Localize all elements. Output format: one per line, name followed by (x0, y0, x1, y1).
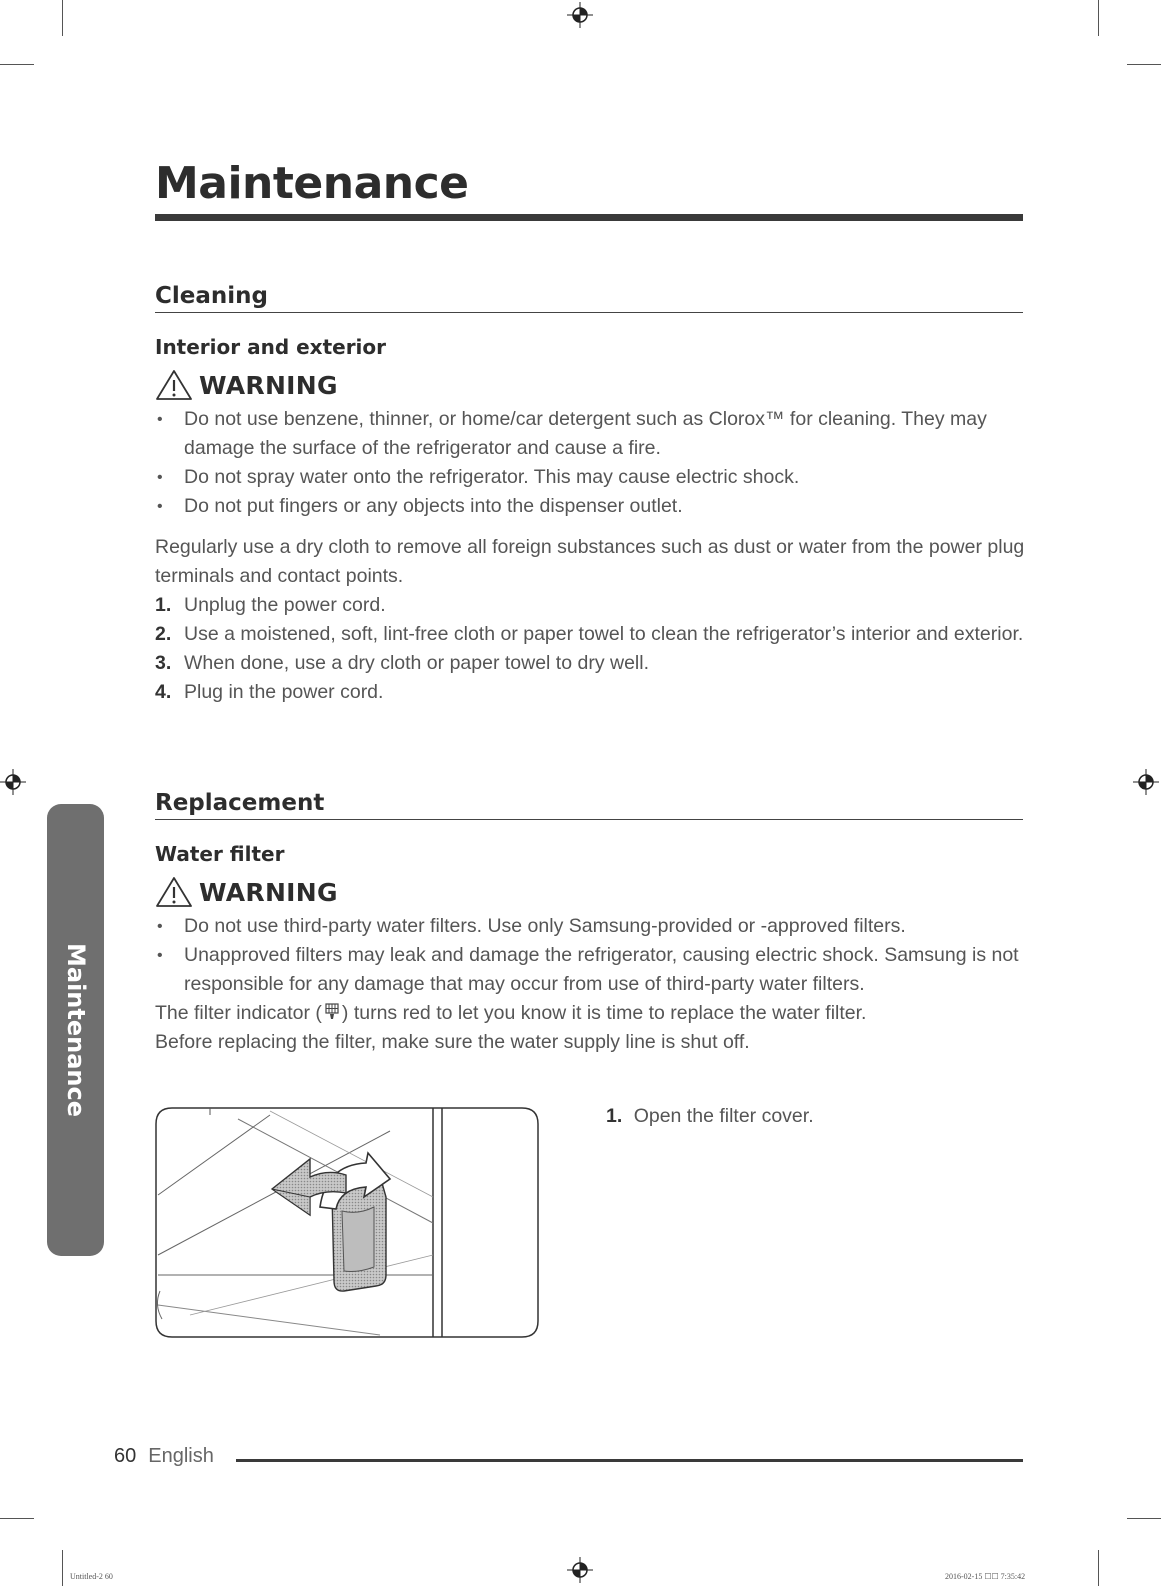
step-text: Use a moistened, soft, lint-free cloth or paper towel to clean the refrigerator’s interior and exterior. (184, 623, 1024, 645)
step-text: Plug in the power cord. (184, 681, 384, 703)
list-item: • Do not put fingers or any objects into the dispenser outlet. (155, 492, 1025, 521)
step-item (155, 620, 1025, 649)
shutoff-note: Before replacing the filter, make sure the water supply line is shut off. (155, 1031, 750, 1053)
title-rule (155, 214, 1023, 221)
crop-mark (62, 1550, 63, 1586)
crop-mark (1127, 64, 1161, 65)
step-number: 2. (155, 623, 172, 645)
replacement-heading: Replacement (155, 790, 325, 816)
step-item (155, 649, 1025, 678)
step-number: 4. (155, 681, 172, 703)
warning-callout (155, 369, 1025, 401)
crop-mark (1127, 1518, 1161, 1519)
registration-mark-icon (567, 1557, 593, 1583)
section-rule (155, 819, 1023, 820)
step-number: 1. (606, 1105, 623, 1127)
page-number: 60 (114, 1445, 137, 1467)
list-item: • Do not use benzene, thinner, or home/car detergent such as Clorox™ for cleaning. They may damage the surface of the refrigerator and cause a fire. (155, 405, 1025, 463)
warning-triangle-icon (155, 876, 193, 908)
registration-mark-icon (1133, 769, 1159, 795)
warning-list (155, 405, 1025, 521)
cleaning-intro: Regularly use a dry cloth to remove all foreign substances such as dust or water from the power plug terminals and contact points. (155, 536, 1025, 587)
filter-indicator-note (155, 999, 1025, 1028)
step-text: When done, use a dry cloth or paper towel to dry well. (184, 652, 649, 674)
print-slug-left: Untitled-2 60 (70, 1572, 113, 1581)
step-number: 1. (155, 594, 172, 616)
list-item: • Do not use third-party water filters. Use only Samsung-provided or -approved filters. (155, 912, 1025, 941)
cleaning-heading: Cleaning (155, 283, 268, 309)
warning-triangle-icon (155, 369, 193, 401)
list-item: • Do not spray water onto the refrigerator. This may cause electric shock. (155, 463, 1025, 492)
page-footer (114, 1445, 214, 1468)
filter-indicator-icon (325, 1003, 339, 1021)
list-item: • Unapproved filters may leak and damage the refrigerator, causing electric shock. Samsung is not responsible for any damage that may occur from use of third-party water filters. (155, 941, 1025, 999)
section-rule (155, 312, 1023, 313)
print-slug-right: 2016-02-15 ☐☐ 7:35:42 (945, 1572, 1026, 1581)
step-item (155, 591, 1025, 620)
section-side-tab (47, 804, 104, 1256)
indicator-text-after: ) turns red to let you know it is time to replace the water filter. (341, 1002, 867, 1024)
step-item (155, 678, 1025, 707)
crop-mark (0, 64, 34, 65)
footer-rule (236, 1459, 1023, 1462)
cleaning-steps (155, 591, 1025, 707)
step-text: Unplug the power cord. (184, 594, 386, 616)
step-number: 3. (155, 652, 172, 674)
registration-mark-icon (0, 769, 26, 795)
crop-mark (1098, 1550, 1099, 1586)
registration-mark-icon (567, 2, 593, 28)
cleaning-section (155, 283, 1025, 707)
indicator-text-before: The filter indicator ( (155, 1002, 322, 1024)
replacement-section (155, 790, 1025, 1057)
water-filter-subheading: Water filter (155, 842, 285, 866)
crop-mark (62, 0, 63, 36)
crop-mark (1098, 0, 1099, 36)
footer-language: English (148, 1445, 214, 1467)
side-tab-label: Maintenance (61, 942, 90, 1118)
filter-step (606, 1102, 814, 1131)
warning-callout (155, 876, 1025, 908)
warning-list (155, 912, 1025, 999)
warning-label: WARNING (199, 877, 338, 907)
interior-exterior-subheading: Interior and exterior (155, 335, 387, 359)
page-title: Maintenance (155, 158, 469, 209)
step-text: Open the filter cover. (633, 1105, 814, 1127)
warning-label: WARNING (199, 370, 338, 400)
crop-mark (0, 1518, 34, 1519)
open-filter-cover-illustration (150, 1105, 542, 1341)
